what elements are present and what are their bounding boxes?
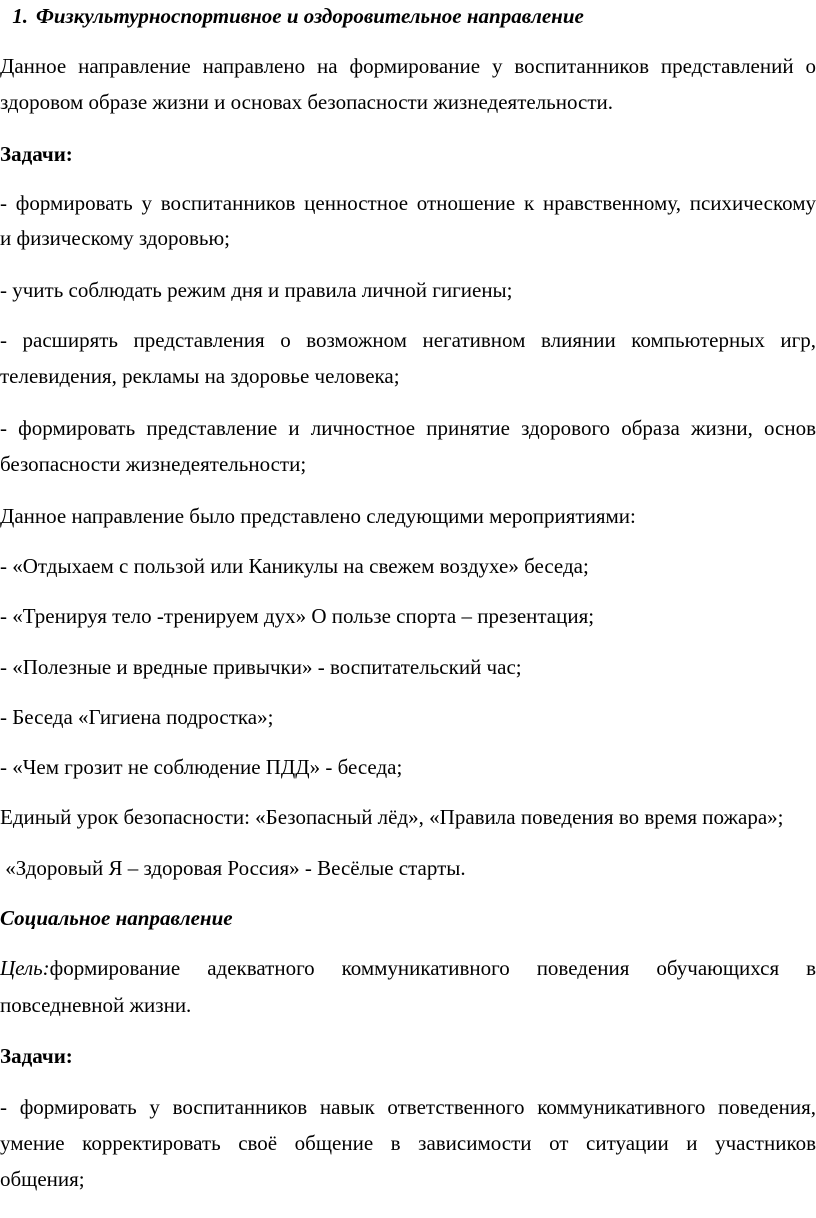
section1-task4-line1: - формировать представление и личностное принятие здорового образа жизни, основ	[0, 416, 816, 440]
section2-task1-line3: общения;	[0, 1167, 85, 1191]
section2-goal-label: Цель:	[0, 956, 50, 980]
section1-intro-line1: Данное направление направлено на формирование у воспитанников представлений о	[0, 54, 816, 78]
section2-tasks-heading: Задачи:	[0, 1044, 73, 1068]
section2-title: Социальное направление	[0, 906, 233, 930]
section1-task1-line1: - формировать у воспитанников ценностное отношение к нравственному, психическому	[0, 191, 816, 215]
section1-event2: - «Тренируя тело -тренируем дух» О пользе спорта – презентация;	[0, 604, 595, 628]
section1-intro-line2: здоровом образе жизни и основах безопасности жизнедеятельности.	[0, 90, 614, 114]
section1-title: Физкультурноспортивное и оздоровительное направление	[36, 4, 584, 28]
section1-task3-line2: телевидения, рекламы на здоровье человека;	[0, 364, 400, 388]
section1-task2: - учить соблюдать режим дня и правила личной гигиены;	[0, 278, 513, 302]
section1-event4: - Беседа «Гигиена подростка»;	[0, 705, 274, 729]
section1-event6: Единый урок безопасности: «Безопасный лёд», «Правила поведения во время пожара»;	[0, 805, 784, 829]
section1-tasks-heading: Задачи:	[0, 142, 73, 166]
section1-event1: - «Отдыхаем с пользой или Каникулы на свежем воздухе» беседа;	[0, 554, 589, 578]
section1-task1-line2: и физическому здоровью;	[0, 226, 230, 250]
section1-event5: - «Чем грозит не соблюдение ПДД» - беседа;	[0, 755, 403, 779]
section1-task4-line2: безопасности жизнедеятельности;	[0, 452, 307, 476]
section1-task3-line1: - расширять представления о возможном негативном влиянии компьютерных игр,	[0, 328, 816, 352]
section1-event3: - «Полезные и вредные привычки» - воспитательский час;	[0, 655, 522, 679]
section2-goal-line1	[0, 955, 816, 981]
section2-task1-line2: умение корректировать своё общение в зависимости от ситуации и участников	[0, 1131, 816, 1155]
section2-goal-line2: повседневной жизни.	[0, 993, 192, 1017]
section1-heading	[0, 3, 816, 29]
section1-events-intro: Данное направление было представлено следующими мероприятиями:	[0, 504, 636, 528]
section1-event7: «Здоровый Я – здоровая Россия» - Весёлые старты.	[0, 856, 466, 880]
section2-goal-text: формирование адекватного коммуникативного поведения обучающихся в	[49, 956, 816, 980]
section2-task1-line1: - формировать у воспитанников навык ответственного коммуникативного поведения,	[0, 1095, 816, 1119]
section1-number: 1.	[12, 4, 28, 28]
